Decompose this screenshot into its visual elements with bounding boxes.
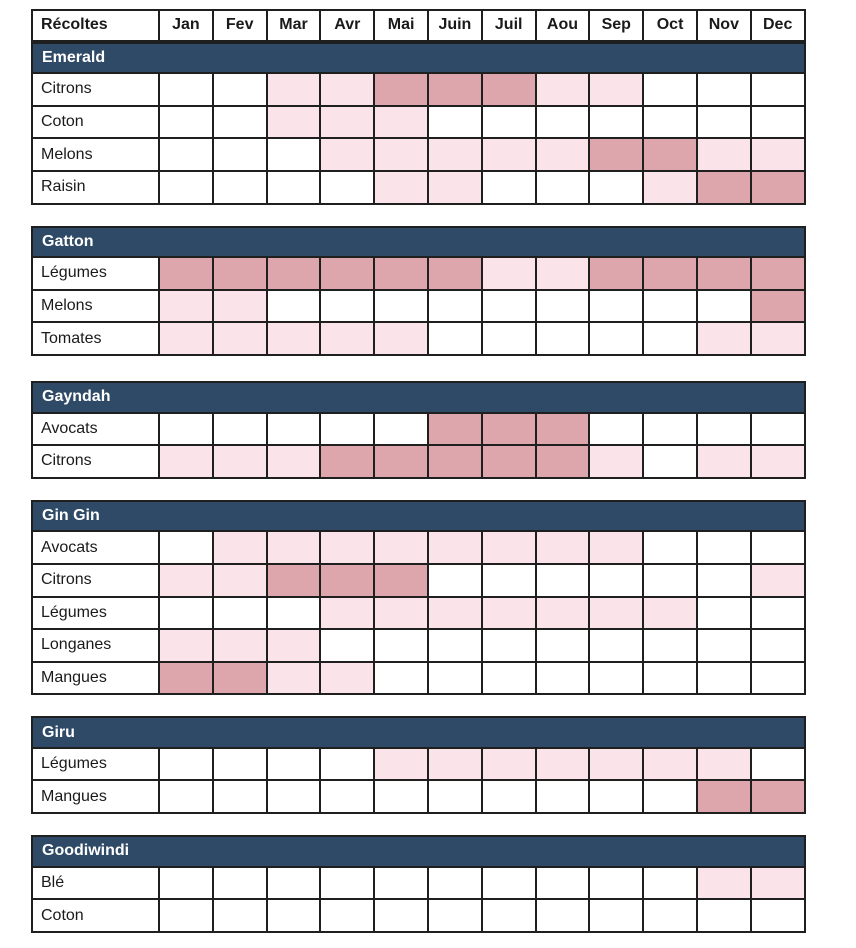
month-cell-dark bbox=[375, 446, 429, 479]
month-cell-dark bbox=[752, 258, 806, 291]
month-cell-none bbox=[483, 291, 537, 324]
month-cell-dark bbox=[160, 663, 214, 696]
crop-name: Citrons bbox=[31, 565, 160, 598]
crop-row bbox=[31, 868, 806, 901]
month-cell-none bbox=[537, 291, 591, 324]
month-cell-none bbox=[698, 598, 752, 631]
month-header-oct: Oct bbox=[644, 9, 698, 42]
region-group bbox=[31, 226, 806, 356]
month-cell-none bbox=[483, 663, 537, 696]
month-cell-none bbox=[160, 74, 214, 107]
month-cell-none bbox=[214, 868, 268, 901]
month-cell-light bbox=[214, 630, 268, 663]
month-cell-light bbox=[429, 598, 483, 631]
month-cell-none bbox=[375, 414, 429, 447]
month-cell-none bbox=[698, 532, 752, 565]
month-cell-dark bbox=[160, 258, 214, 291]
crop-row bbox=[31, 139, 806, 172]
month-cell-none bbox=[752, 900, 806, 933]
month-cell-light bbox=[752, 323, 806, 356]
month-header-nov: Nov bbox=[698, 9, 752, 42]
crop-name: Avocats bbox=[31, 414, 160, 447]
crop-name: Citrons bbox=[31, 446, 160, 479]
month-cell-light bbox=[537, 139, 591, 172]
month-cell-light bbox=[268, 532, 322, 565]
month-cell-none bbox=[429, 107, 483, 140]
month-cell-none bbox=[268, 781, 322, 814]
month-cell-dark bbox=[698, 258, 752, 291]
region-name: Goodiwindi bbox=[31, 835, 806, 868]
crop-row bbox=[31, 565, 806, 598]
crop-name: Melons bbox=[31, 291, 160, 324]
month-cell-light bbox=[321, 663, 375, 696]
month-cell-dark bbox=[752, 291, 806, 324]
month-cell-light bbox=[268, 323, 322, 356]
month-cell-light bbox=[375, 598, 429, 631]
month-cell-none bbox=[160, 598, 214, 631]
month-cell-none bbox=[752, 749, 806, 782]
crop-name: Avocats bbox=[31, 532, 160, 565]
crop-name: Coton bbox=[31, 107, 160, 140]
month-cell-light bbox=[698, 323, 752, 356]
month-cell-light bbox=[375, 749, 429, 782]
month-cell-none bbox=[268, 900, 322, 933]
month-cell-none bbox=[537, 172, 591, 205]
month-cell-light bbox=[375, 139, 429, 172]
month-cell-dark bbox=[321, 565, 375, 598]
month-cell-light bbox=[321, 74, 375, 107]
month-cell-dark bbox=[483, 414, 537, 447]
month-cell-none bbox=[483, 868, 537, 901]
month-cell-light bbox=[698, 139, 752, 172]
month-cell-light bbox=[483, 749, 537, 782]
month-cell-none bbox=[537, 900, 591, 933]
month-cell-light bbox=[483, 258, 537, 291]
month-cell-none bbox=[375, 781, 429, 814]
month-cell-none bbox=[429, 868, 483, 901]
month-cell-none bbox=[537, 663, 591, 696]
crop-row bbox=[31, 532, 806, 565]
month-cell-none bbox=[429, 663, 483, 696]
crop-row bbox=[31, 323, 806, 356]
month-cell-light bbox=[752, 139, 806, 172]
month-cell-none bbox=[321, 900, 375, 933]
month-header-juin: Juin bbox=[429, 9, 483, 42]
month-cell-dark bbox=[644, 258, 698, 291]
month-cell-dark bbox=[375, 74, 429, 107]
crop-row bbox=[31, 749, 806, 782]
month-cell-none bbox=[644, 868, 698, 901]
region-group bbox=[31, 835, 806, 933]
month-cell-dark bbox=[268, 258, 322, 291]
month-cell-none bbox=[644, 107, 698, 140]
month-header-fev: Fev bbox=[214, 9, 268, 42]
month-cell-light bbox=[537, 532, 591, 565]
month-cell-none bbox=[590, 663, 644, 696]
month-cell-none bbox=[214, 172, 268, 205]
month-cell-none bbox=[321, 749, 375, 782]
month-cell-none bbox=[483, 323, 537, 356]
month-cell-dark bbox=[537, 446, 591, 479]
month-cell-dark bbox=[429, 74, 483, 107]
month-cell-light bbox=[429, 749, 483, 782]
month-cell-none bbox=[537, 868, 591, 901]
month-cell-light bbox=[321, 139, 375, 172]
month-cell-none bbox=[483, 107, 537, 140]
crop-row bbox=[31, 900, 806, 933]
region-group bbox=[31, 42, 806, 205]
month-cell-light bbox=[537, 598, 591, 631]
month-cell-none bbox=[590, 900, 644, 933]
month-cell-none bbox=[590, 630, 644, 663]
month-cell-none bbox=[698, 107, 752, 140]
crop-name: Mangues bbox=[31, 663, 160, 696]
month-cell-light bbox=[160, 323, 214, 356]
month-cell-dark bbox=[644, 139, 698, 172]
month-cell-none bbox=[321, 781, 375, 814]
month-cell-light bbox=[429, 139, 483, 172]
month-cell-none bbox=[214, 781, 268, 814]
month-cell-none bbox=[644, 565, 698, 598]
header-label: Récoltes bbox=[31, 9, 160, 42]
month-cell-none bbox=[644, 323, 698, 356]
month-cell-none bbox=[429, 781, 483, 814]
month-cell-light bbox=[698, 446, 752, 479]
crop-row bbox=[31, 630, 806, 663]
month-header-mai: Mai bbox=[375, 9, 429, 42]
month-cell-light bbox=[590, 446, 644, 479]
month-cell-none bbox=[321, 630, 375, 663]
month-cell-dark bbox=[590, 258, 644, 291]
month-cell-light bbox=[268, 107, 322, 140]
month-cell-light bbox=[375, 172, 429, 205]
month-cell-light bbox=[590, 598, 644, 631]
month-cell-light bbox=[698, 749, 752, 782]
month-cell-light bbox=[537, 749, 591, 782]
month-cell-none bbox=[214, 74, 268, 107]
month-cell-light bbox=[537, 258, 591, 291]
region-name: Gin Gin bbox=[31, 500, 806, 533]
crop-name: Longanes bbox=[31, 630, 160, 663]
region-group bbox=[31, 381, 806, 479]
month-cell-none bbox=[214, 139, 268, 172]
month-cell-none bbox=[698, 565, 752, 598]
month-cell-none bbox=[268, 868, 322, 901]
month-cell-none bbox=[698, 74, 752, 107]
month-cell-dark bbox=[429, 414, 483, 447]
month-cell-dark bbox=[483, 446, 537, 479]
month-cell-light bbox=[644, 598, 698, 631]
month-cell-dark bbox=[375, 258, 429, 291]
month-cell-none bbox=[268, 172, 322, 205]
month-cell-none bbox=[752, 414, 806, 447]
month-cell-light bbox=[483, 598, 537, 631]
month-cell-none bbox=[698, 663, 752, 696]
month-cell-none bbox=[644, 630, 698, 663]
crop-row bbox=[31, 258, 806, 291]
crop-row bbox=[31, 663, 806, 696]
month-cell-dark bbox=[375, 565, 429, 598]
month-cell-none bbox=[644, 900, 698, 933]
month-cell-none bbox=[429, 291, 483, 324]
month-cell-dark bbox=[214, 663, 268, 696]
month-cell-light bbox=[321, 532, 375, 565]
month-cell-light bbox=[214, 565, 268, 598]
month-cell-light bbox=[268, 663, 322, 696]
month-cell-none bbox=[590, 868, 644, 901]
month-cell-none bbox=[590, 781, 644, 814]
region-name: Giru bbox=[31, 716, 806, 749]
month-cell-none bbox=[752, 630, 806, 663]
month-cell-none bbox=[429, 323, 483, 356]
month-cell-none bbox=[214, 900, 268, 933]
month-cell-none bbox=[160, 139, 214, 172]
month-cell-none bbox=[537, 630, 591, 663]
month-cell-none bbox=[752, 107, 806, 140]
month-cell-none bbox=[644, 532, 698, 565]
crop-row bbox=[31, 291, 806, 324]
month-cell-dark bbox=[698, 781, 752, 814]
month-cell-none bbox=[160, 532, 214, 565]
month-cell-none bbox=[160, 414, 214, 447]
region-group bbox=[31, 716, 806, 814]
month-cell-none bbox=[375, 663, 429, 696]
month-cell-light bbox=[429, 172, 483, 205]
month-cell-none bbox=[644, 781, 698, 814]
month-cell-none bbox=[268, 291, 322, 324]
month-cell-light bbox=[483, 139, 537, 172]
month-cell-light bbox=[321, 598, 375, 631]
month-cell-none bbox=[160, 781, 214, 814]
region-name: Emerald bbox=[31, 42, 806, 75]
month-cell-dark bbox=[321, 446, 375, 479]
month-cell-none bbox=[537, 323, 591, 356]
month-cell-none bbox=[214, 598, 268, 631]
month-cell-dark bbox=[698, 172, 752, 205]
month-cell-light bbox=[590, 532, 644, 565]
month-cell-dark bbox=[483, 74, 537, 107]
crop-row bbox=[31, 74, 806, 107]
crop-name: Citrons bbox=[31, 74, 160, 107]
month-cell-none bbox=[160, 749, 214, 782]
month-header-mar: Mar bbox=[268, 9, 322, 42]
region-group bbox=[31, 500, 806, 696]
month-cell-none bbox=[590, 565, 644, 598]
month-cell-none bbox=[537, 565, 591, 598]
month-cell-light bbox=[644, 749, 698, 782]
month-cell-none bbox=[698, 630, 752, 663]
month-cell-none bbox=[644, 663, 698, 696]
month-cell-none bbox=[429, 565, 483, 598]
crop-name: Blé bbox=[31, 868, 160, 901]
month-header-dec: Dec bbox=[752, 9, 806, 42]
month-cell-dark bbox=[429, 446, 483, 479]
month-cell-light bbox=[644, 172, 698, 205]
month-cell-none bbox=[375, 630, 429, 663]
month-cell-light bbox=[752, 868, 806, 901]
month-cell-light bbox=[214, 291, 268, 324]
month-cell-dark bbox=[590, 139, 644, 172]
month-header-sep: Sep bbox=[590, 9, 644, 42]
month-cell-none bbox=[375, 868, 429, 901]
month-cell-light bbox=[214, 532, 268, 565]
crop-row bbox=[31, 781, 806, 814]
month-cell-light bbox=[590, 74, 644, 107]
month-cell-none bbox=[644, 446, 698, 479]
region-name: Gayndah bbox=[31, 381, 806, 414]
month-cell-none bbox=[483, 630, 537, 663]
month-cell-none bbox=[375, 900, 429, 933]
region-name: Gatton bbox=[31, 226, 806, 259]
month-cell-none bbox=[590, 323, 644, 356]
month-cell-none bbox=[160, 900, 214, 933]
month-cell-none bbox=[590, 107, 644, 140]
month-cell-none bbox=[214, 749, 268, 782]
month-header-avr: Avr bbox=[321, 9, 375, 42]
month-cell-light bbox=[268, 630, 322, 663]
month-cell-light bbox=[214, 446, 268, 479]
month-cell-light bbox=[483, 532, 537, 565]
month-cell-light bbox=[160, 565, 214, 598]
month-cell-none bbox=[160, 107, 214, 140]
crop-name: Raisin bbox=[31, 172, 160, 205]
month-cell-none bbox=[590, 172, 644, 205]
crop-name: Coton bbox=[31, 900, 160, 933]
crop-name: Légumes bbox=[31, 258, 160, 291]
month-cell-none bbox=[321, 414, 375, 447]
month-cell-none bbox=[590, 291, 644, 324]
crop-name: Légumes bbox=[31, 598, 160, 631]
month-cell-none bbox=[644, 291, 698, 324]
month-cell-none bbox=[268, 749, 322, 782]
month-cell-light bbox=[752, 446, 806, 479]
month-cell-light bbox=[590, 749, 644, 782]
month-cell-light bbox=[698, 868, 752, 901]
month-cell-none bbox=[268, 139, 322, 172]
month-cell-light bbox=[160, 291, 214, 324]
month-cell-light bbox=[375, 532, 429, 565]
month-cell-none bbox=[160, 172, 214, 205]
month-cell-none bbox=[321, 868, 375, 901]
harvest-calendar-table bbox=[31, 9, 806, 933]
month-cell-none bbox=[483, 900, 537, 933]
month-cell-none bbox=[268, 598, 322, 631]
region-groups bbox=[31, 42, 806, 933]
month-cell-none bbox=[483, 172, 537, 205]
month-cell-none bbox=[752, 532, 806, 565]
month-cell-none bbox=[160, 868, 214, 901]
month-header-aou: Aou bbox=[537, 9, 591, 42]
month-cell-none bbox=[752, 663, 806, 696]
month-cell-light bbox=[268, 446, 322, 479]
month-header-juil: Juil bbox=[483, 9, 537, 42]
month-cell-none bbox=[537, 107, 591, 140]
crop-name: Légumes bbox=[31, 749, 160, 782]
header-row bbox=[31, 9, 806, 42]
month-cell-dark bbox=[214, 258, 268, 291]
month-cell-dark bbox=[752, 781, 806, 814]
month-cell-none bbox=[537, 781, 591, 814]
crop-row bbox=[31, 414, 806, 447]
month-cell-none bbox=[752, 74, 806, 107]
month-cell-light bbox=[268, 74, 322, 107]
month-cell-light bbox=[160, 630, 214, 663]
month-cell-none bbox=[429, 900, 483, 933]
crop-name: Tomates bbox=[31, 323, 160, 356]
month-cell-none bbox=[698, 900, 752, 933]
month-cell-light bbox=[375, 323, 429, 356]
month-cell-none bbox=[644, 414, 698, 447]
crop-row bbox=[31, 107, 806, 140]
month-cell-light bbox=[321, 323, 375, 356]
month-cell-none bbox=[268, 414, 322, 447]
month-cell-none bbox=[590, 414, 644, 447]
month-cell-dark bbox=[752, 172, 806, 205]
month-cell-none bbox=[321, 291, 375, 324]
month-header-jan: Jan bbox=[160, 9, 214, 42]
month-cell-light bbox=[429, 532, 483, 565]
month-cell-none bbox=[752, 598, 806, 631]
month-cell-light bbox=[537, 74, 591, 107]
month-cell-dark bbox=[429, 258, 483, 291]
month-cell-light bbox=[214, 323, 268, 356]
month-cell-none bbox=[483, 781, 537, 814]
month-cell-light bbox=[160, 446, 214, 479]
month-cell-none bbox=[214, 107, 268, 140]
month-cell-light bbox=[321, 107, 375, 140]
month-cell-none bbox=[214, 414, 268, 447]
month-cell-dark bbox=[268, 565, 322, 598]
month-cell-none bbox=[698, 414, 752, 447]
month-cell-light bbox=[752, 565, 806, 598]
month-cell-none bbox=[321, 172, 375, 205]
crop-name: Mangues bbox=[31, 781, 160, 814]
crop-row bbox=[31, 598, 806, 631]
crop-row bbox=[31, 172, 806, 205]
month-cell-none bbox=[644, 74, 698, 107]
crop-name: Melons bbox=[31, 139, 160, 172]
month-cell-dark bbox=[537, 414, 591, 447]
month-cell-none bbox=[483, 565, 537, 598]
month-cell-light bbox=[375, 107, 429, 140]
month-cell-none bbox=[375, 291, 429, 324]
month-cell-none bbox=[698, 291, 752, 324]
month-cell-none bbox=[429, 630, 483, 663]
crop-row bbox=[31, 446, 806, 479]
month-cell-dark bbox=[321, 258, 375, 291]
